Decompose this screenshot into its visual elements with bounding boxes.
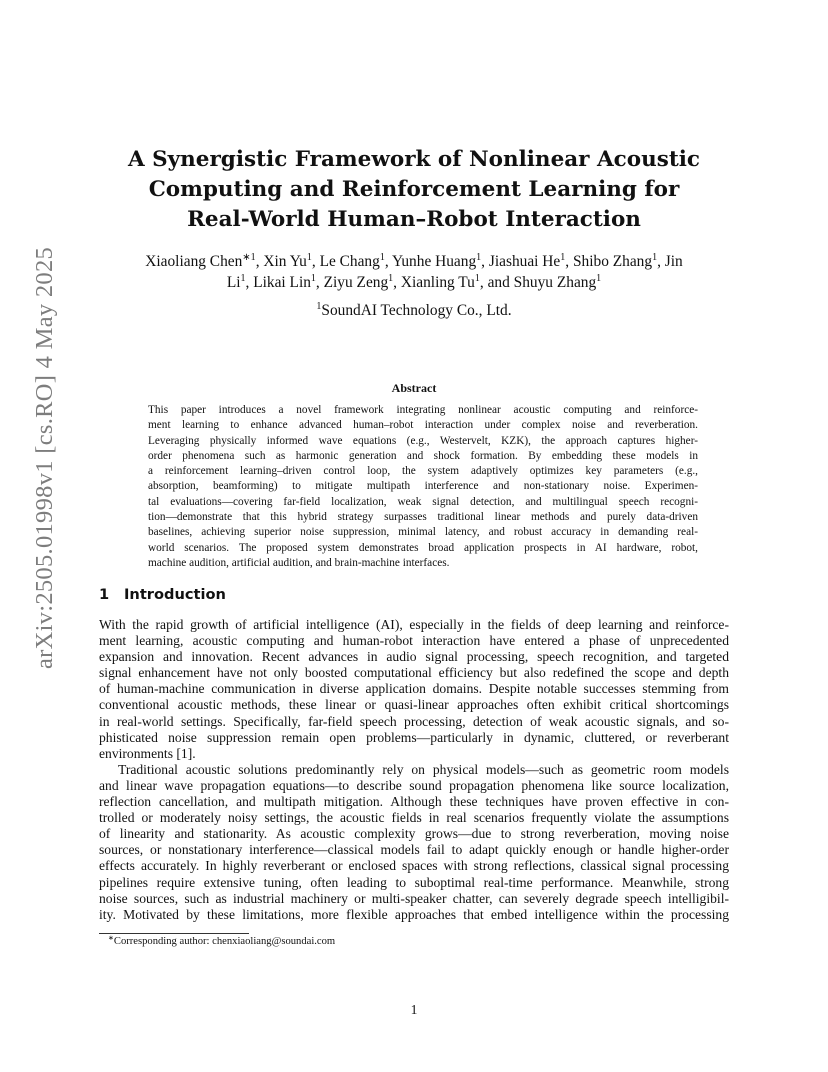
body-line: effects accurately. In highly reverberant or enclosed spaces with strong reflections, classical signal processing: [99, 858, 729, 874]
author-name: Shuyu Zhang: [513, 274, 597, 291]
author-name: Shibo Zhang: [572, 253, 653, 270]
body-line: Traditional acoustic solutions predominantly rely on physical models—such as geometric room models: [118, 761, 729, 777]
author-name-part: Jin: [664, 253, 683, 270]
body-line: ity. Motivated by these limitations, more flexible approaches that embed intelligence within the processing: [99, 906, 729, 922]
author-name: Likai Lin: [253, 274, 311, 291]
body-line: expansion and innovation. Recent advances in audio signal processing, speech recognition, and targeted: [99, 649, 729, 665]
author-name-part: Li: [226, 274, 241, 291]
author-sup: ∗1: [242, 252, 256, 263]
author-sup: 1: [652, 252, 658, 263]
author-list: [100, 251, 728, 293]
author-sup: 1: [596, 273, 602, 284]
title-line: Computing and Reinforcement Learning for: [148, 177, 680, 202]
abstract-line: This paper introduces a novel framework integrating nonlinear acoustic computing and reinforce-: [148, 404, 698, 416]
abstract-line: baselines, achieving superior noise suppression, minimal latency, and robust accuracy in demanding real-: [148, 526, 698, 539]
footnote-text: Corresponding author: chenxiaoliang@soundai.com: [113, 936, 336, 947]
abstract-line: world scenarios. The proposed system demonstrates broad application prospects in AI hardware, robot,: [148, 541, 698, 554]
abstract-body: [148, 403, 698, 571]
page-number: 1: [410, 1002, 418, 1017]
author-conjunction: and: [487, 274, 510, 291]
author-name: Ziyu Zeng: [323, 274, 389, 291]
body-line: signal enhancement have not only boosted computational efficiency but also redefined the scope and depth: [99, 665, 729, 681]
author-name: Jiashuai He: [488, 253, 561, 270]
section-heading: [99, 586, 226, 603]
author-sup: 1: [474, 273, 480, 284]
affiliation-sup: 1: [316, 301, 322, 312]
section-title: Introduction: [124, 586, 226, 603]
affiliation: [0, 302, 828, 320]
body-line: in real-world settings. Specifically, far-field speech processing, detection of weak acoustic signals, and so-: [99, 713, 729, 729]
author-line: Li$^1$, Likai Lin$^1$, Ziyu Zeng$^1$, Xianling Tu$^1$, and Shuyu Zhang$^1$: [226, 273, 602, 291]
body-line: pipelines require extensive tuning, often leading to suboptimal real-time performance. Meanwhile, strong: [99, 874, 729, 890]
author-name: Xin Yu: [263, 253, 307, 270]
abstract-line: Leveraging physically informed wave equations (e.g., Westervelt, KZK), the approach captures higher-: [148, 434, 698, 447]
author-name: Xianling Tu: [400, 274, 475, 291]
abstract-line: machine audition, artificial audition, and brain-machine interfaces.: [148, 556, 450, 569]
body-line: trolled or moderately noisy settings, the acoustic fields in real scenarios frequently violate the assumptions: [99, 810, 729, 826]
author-name: Xiaoliang Chen: [145, 253, 243, 270]
title-line: Real-World Human–Robot Interaction: [187, 207, 641, 232]
author-sup: 1: [476, 252, 482, 263]
affiliation-name: SoundAI Technology Co., Ltd.: [321, 302, 512, 319]
body-line: and linear wave propagation equations—to describe sound propagation phenomena like source localization,: [99, 777, 729, 793]
body-line: of linearity and stationarity. As acoustic complexity grows—due to strong reverberation, moving noise: [99, 826, 729, 842]
author-sup: 1: [388, 273, 394, 284]
body-line: With the rapid growth of artificial intelligence (AI), especially in the fields of deep learning and reinforce-: [99, 617, 729, 632]
abstract-line: a reinforcement learning–driven control loop, the system adaptively optimizes key parameters (e.g.,: [148, 465, 698, 478]
abstract-line: order phenomena such as harmonic generation and shock formation. By embedding these models in: [148, 449, 698, 462]
author-sup: 1: [306, 252, 312, 263]
abstract-line: tion—demonstrate that this hybrid strategy surpasses traditional linear methods and purely data-driven: [148, 511, 698, 524]
body-text: [99, 617, 729, 923]
body-line: noise sources, such as industrial machinery or multi-speaker chatter, can severely degrade speech intelligibil-: [99, 890, 729, 906]
author-sup: 1: [240, 273, 246, 284]
body-line: of human-machine communication in diverse application domains. Despite notable successes stemming from: [99, 681, 729, 697]
author-sup: 1: [560, 252, 566, 263]
body-line: phisticated noise suppression remain open problems—particularly in dynamic, cluttered, or reverberant: [99, 729, 729, 745]
abstract-line: absorption, beamforming) to mitigate multipath interference and non-stationary noise. Experimen-: [148, 480, 698, 493]
arxiv-stamp: arXiv:2505.01998v1 [cs.RO] 4 May 2025: [31, 246, 58, 670]
author-name: Le Chang: [319, 253, 380, 270]
title-line: A Synergistic Framework of Nonlinear Acoustic: [127, 147, 701, 172]
body-line: sources, or nonstationary interference—classical models fail to adapt quickly enough or handle higher-order: [99, 842, 729, 858]
paper-title: [0, 145, 828, 235]
footnote: [108, 936, 335, 947]
abstract-heading: Abstract: [391, 381, 437, 395]
author-sup: 1: [379, 252, 385, 263]
body-line: ment learning, acoustic computing and human-robot interaction have entered a phase of unprecedented: [99, 633, 729, 649]
abstract-line: tal evaluations—covering far-field localization, weak signal detection, and multilingual speech recogni-: [148, 495, 698, 508]
body-line: reflection cancellation, and multipath mitigation. Although these techniques have proven effective in con-: [99, 794, 729, 810]
author-name: Yunhe Huang: [391, 253, 477, 270]
footnote-rule: [99, 933, 249, 934]
abstract-line: ment learning to enhance advanced human–robot interaction under complex noise and reverberation.: [148, 419, 698, 432]
author-sup: 1: [310, 273, 316, 284]
section-number: 1: [99, 586, 110, 603]
author-line: Xiaoliang Chen$^{∗1}$, Xin Yu$^1$, Le Chang$^1$, Yunhe Huang$^1$, Jiashuai He$^1$, Shibo Zhang$^1$, Jin: [145, 252, 683, 270]
body-line: conventional acoustic methods, these linear or quasi-linear approaches often exhibit critical shortcomings: [99, 697, 729, 713]
footnote-mark: ∗: [108, 934, 114, 942]
body-line: environments [1].: [99, 745, 196, 761]
